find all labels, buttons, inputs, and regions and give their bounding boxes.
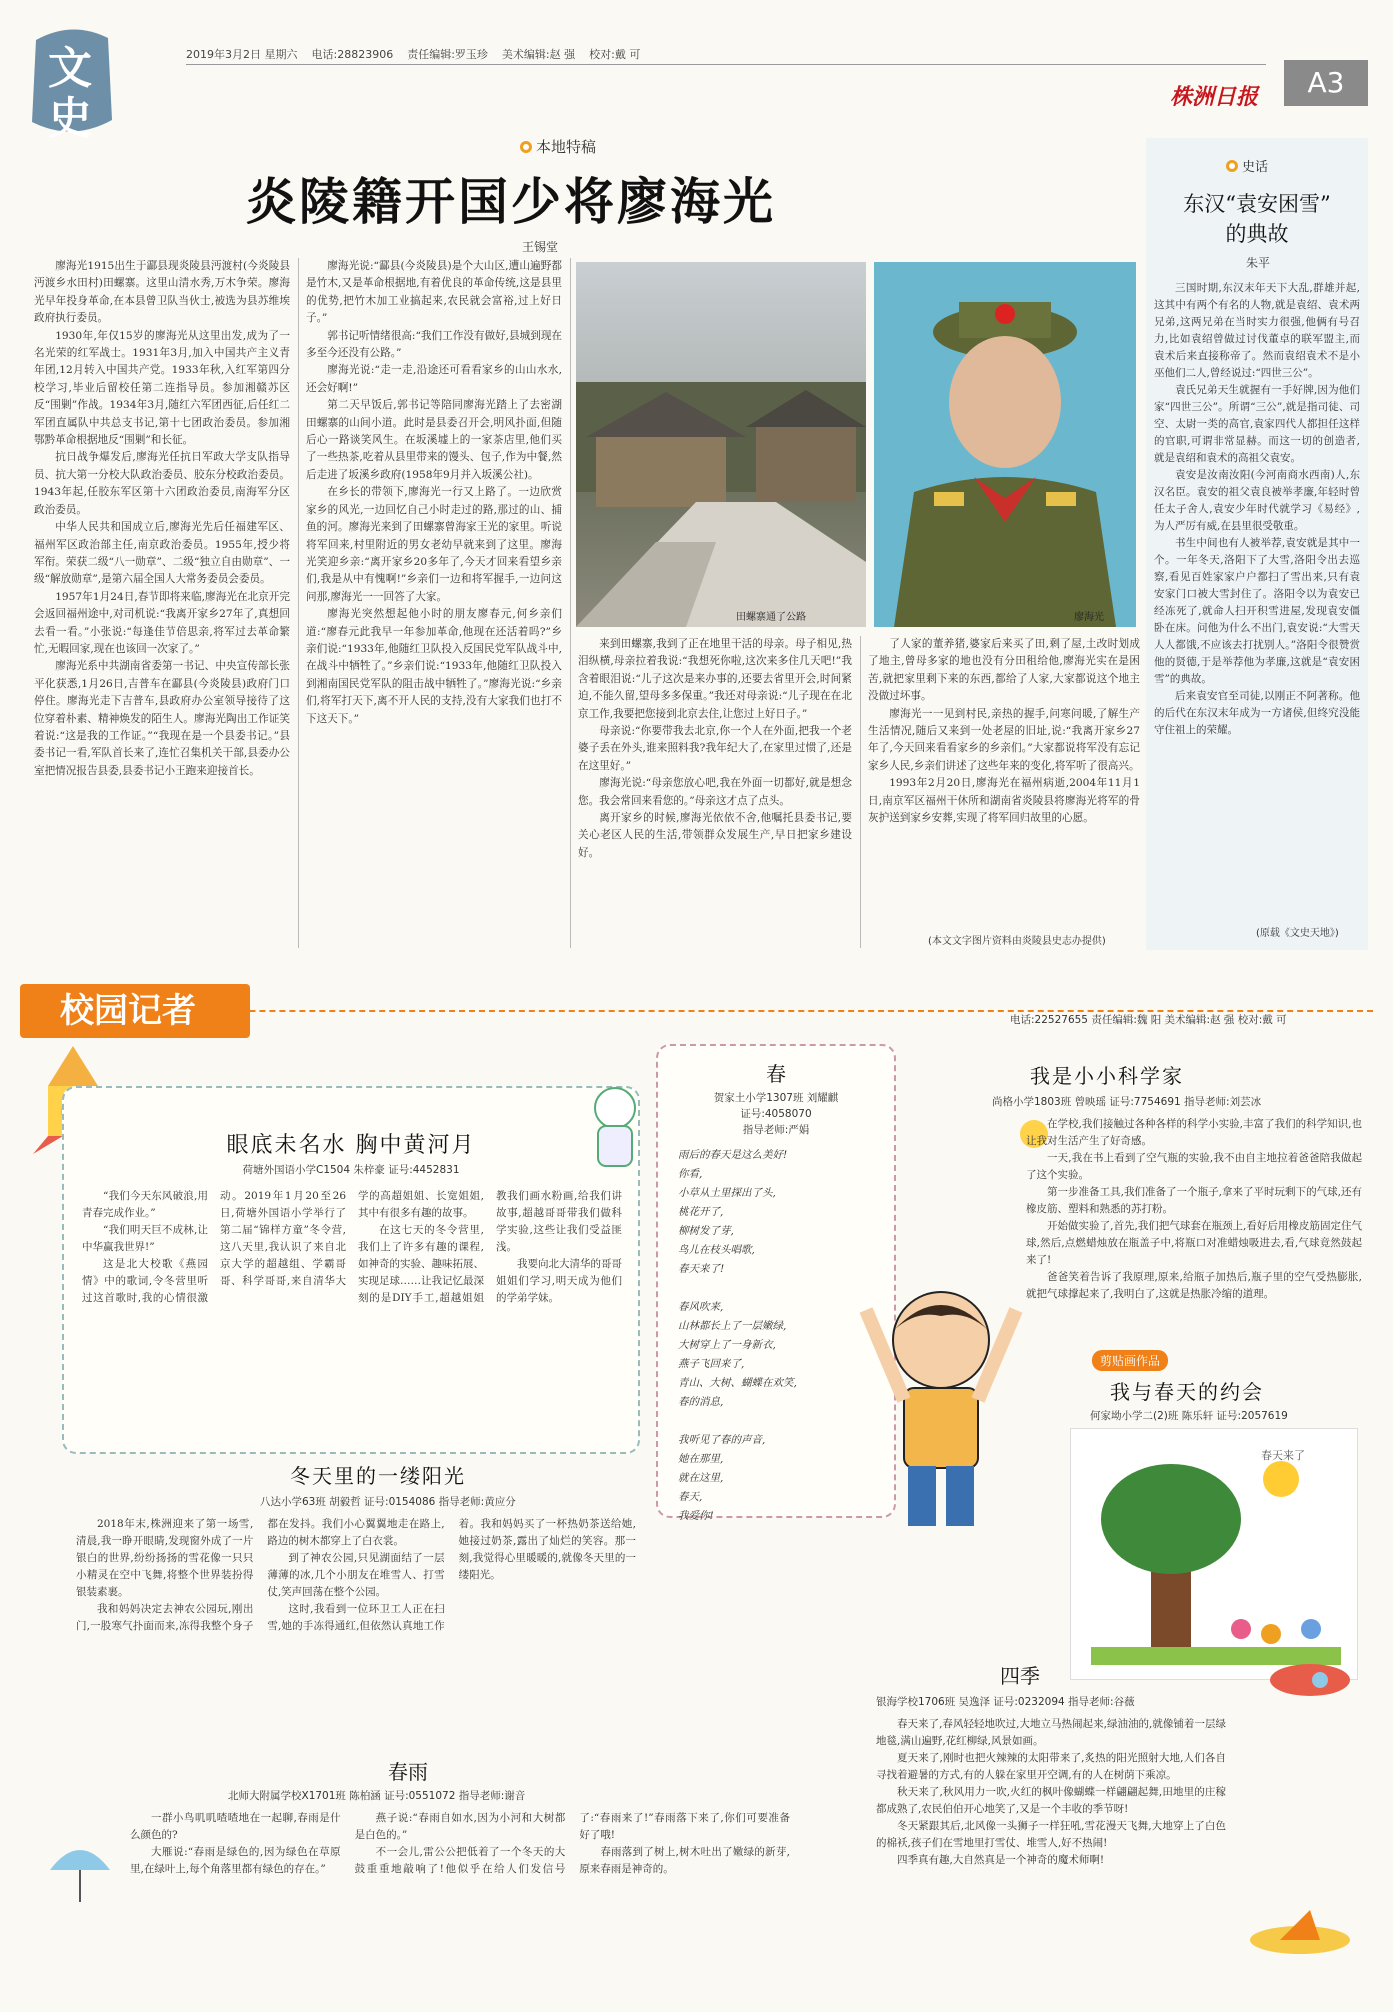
craft-caption: 春天来了 — [1261, 1449, 1305, 1462]
main-col4-paragraph: 廖海光一一见到村民,亲热的握手,问寒问暖,了解生产生活情况,随后又来到一处老屋的旧址,说:“我离开家乡27年了,今天回来看看家乡的乡亲们。”大家都说将军没有忘记家乡人民,乡亲们讲述了这些年来的变化,将军听了很高兴。 — [868, 707, 1140, 772]
sidebar-title-1: 东汉“袁安困雪” — [1183, 192, 1331, 216]
article1-body — [82, 1188, 622, 1438]
main-col3-paragraph: 母亲说:“你要带我去北京,你一个人在外面,把我一个老婆子丢在外头,谁来照料我?我年纪大了,在家里过惯了,还是在这里好。” — [578, 725, 852, 772]
main-col-3 — [578, 636, 852, 948]
poem-line: 她在那里, — [678, 1453, 724, 1465]
craft-byline: 何家坳小学二(2)班 陈乐轩 证号:2057619 — [1090, 1410, 1288, 1422]
article5-paragraph: 春天来了,春风轻轻地吹过,大地立马热闹起来,绿油油的,就像铺着一层绿地毯,满山遍野,花红柳绿,风景如画。 — [876, 1718, 1226, 1747]
photo-road-caption: 田螺寨通了公路 — [736, 612, 806, 623]
header-proof: 校对:戴 可 — [589, 48, 641, 61]
main-col2-paragraph: 廖海光说:“走一走,沿途还可看看家乡的山山水水,还会好啊!” — [306, 364, 562, 394]
article4-paragraph: 开始做实验了,首先,我们把气球套在瓶颈上,看好后用橡皮筋固定住气球,然后,点燃蜡烛放在瓶盖子中,将瓶口对准蜡烛吸进去,看,气球竟然鼓起来了! — [1026, 1220, 1362, 1266]
main-col3-paragraph: 廖海光说:“母亲您放心吧,我在外面一切都好,就是想念您。我会常回来看您的。”母亲这才点了点头。 — [578, 777, 852, 807]
article5-title: 四季 — [1000, 1664, 1040, 1688]
article5-paragraph: 冬天紧跟其后,北风像一头狮子一样狂吼,雪花漫天飞舞,大地穿上了白色的棉袄,孩子们在雪地里打雪仗、堆雪人,好不热闹! — [876, 1820, 1226, 1849]
sidebar-kicker-text: 史话 — [1242, 160, 1269, 175]
article2-byline: 八达小学63班 胡毅哲 证号:0154086 指导老师:黄应分 — [260, 1496, 516, 1508]
poem-line: 春天, — [678, 1491, 703, 1503]
kicker-dot-icon — [520, 141, 532, 153]
poem-line: 春的消息, — [678, 1396, 724, 1408]
photo-road-illustration — [576, 262, 866, 627]
poem-line: 山林都长上了一层嫩绿, — [678, 1320, 787, 1332]
article-card-1 — [62, 1086, 640, 1454]
article3-paragraph: 一群小鸟叽叽喳喳地在一起聊,春雨是什么颜色的? — [130, 1812, 341, 1841]
sidebar-source: (原载《文史天地》) — [1256, 928, 1339, 939]
article3-byline: 北师大附属学校X1701班 陈柏涵 证号:0551072 指导老师:谢音 — [228, 1790, 526, 1802]
article3-paragraph: 春雨落到了树上,树木吐出了嫩绿的新芽,原来春雨是神奇的。 — [579, 1846, 790, 1875]
poem-line: 桃花开了, — [678, 1206, 724, 1218]
article2-body — [76, 1516, 636, 1748]
sidebar-kicker-dot-icon — [1226, 160, 1238, 172]
header-editor: 责任编辑:罗玉珍 — [407, 48, 488, 61]
campus-meta: 电话:22527655 责任编辑:魏 阳 美术编辑:赵 强 校对:戴 可 — [1010, 1014, 1287, 1026]
umbrella-doodle-icon — [40, 1830, 120, 1910]
article1-paragraph: 我要向北大清华的哥哥姐姐们学习,明天成为他们的学弟学妹。 — [496, 1258, 622, 1304]
poem-line: 我听见了春的声音, — [678, 1434, 766, 1446]
article4-paragraph: 在学校,我们接触过各种各样的科学小实验,丰富了我们的科学知识,也让我对生活产生了好奇感。 — [1026, 1118, 1362, 1147]
main-col1-paragraph: 1957年1月24日,春节即将来临,廖海光在北京开完会返回福州途中,对司机说:“我离开家乡27年了,真想回去看一看。”小张说:“每逢佳节倍思亲,将军过去革命繁忙,无暇回家,现在也该回一次家了。” — [34, 590, 290, 655]
sidebar-title-2: 的典故 — [1225, 222, 1289, 246]
main-col2-paragraph: 第二天早饭后,郭书记等陪同廖海光踏上了去密湖田螺寨的山间小道。此时是县委召开会,明风扑面,但随后心一路谈笑风生。在坂溪墟上的一家茶店里,他们买了一些热茶,吃着从县里带来的馒头、包子,作为中餐,然后走进了坂溪乡政府(1958年9月并入坂溪公社)。 — [306, 399, 562, 481]
main-col3-paragraph: 离开家乡的时候,廖海光依依不舍,他嘱托县委书记,要关心老区人民的生活,带领群众发展生产,早日把家乡建设好。 — [578, 812, 852, 859]
main-col-2 — [306, 258, 562, 948]
article5-body — [876, 1716, 1226, 1980]
section-char-wen: 文 — [48, 43, 92, 94]
section-char-shi: 史 — [48, 93, 92, 144]
section-seal — [26, 20, 118, 144]
poem-line: 春风吹来, — [678, 1301, 724, 1313]
main-col2-paragraph: 廖海光说:“酃县(今炎陵县)是个大山区,遭山遍野都是竹木,又是革命根据地,有着优良的革命传统,这是县里的优势,把竹木加工业搞起来,农民就会富裕,过上好日子。” — [306, 260, 562, 325]
photo-portrait-illustration — [874, 262, 1136, 627]
main-col-1 — [34, 258, 290, 948]
poem-line: 鸟儿在枝头唱歌, — [678, 1244, 755, 1256]
main-col3-paragraph: 来到田螺寨,我到了正在地里干活的母亲。母子相见,热泪纵横,母亲拉着我说:“我想死你啦,这次来多住几天吧!”我含着眼泪说:“儿子这次是来办事的,还要去省里开会,时间紧迫,不能久留,望母多多保重。”我还对母亲说:“儿子现在在北京工作,我要把您接到北京去住,让您过上好日子。” — [578, 638, 852, 720]
photo-portrait-caption: 廖海光 — [1074, 612, 1104, 623]
main-col2-paragraph: 郭书记听情绪很高:“我们工作没有做好,县城到现在多至今还没有公路。” — [306, 329, 562, 360]
header-art-editor: 美术编辑:赵 强 — [501, 48, 576, 61]
article1-paragraph: “我们今天东风破浪,用青春完成作业。” — [82, 1190, 208, 1219]
main-col1-paragraph: 1930年,年仅15岁的廖海光从这里出发,成为了一名光荣的红军战士。1931年3月,加入中国共产主义青年团,12月转入中国共产党。1933年秋,入红军第四分校学习,毕业后留校任第二连指导员。参加湘赣苏区反“围剿”作战。1934年3月,随红六军团西征,后任红二军团直属队中共总支书记,第十七团政治委员。参加湘鄂黔革命根据地反“围剿”和长征。 — [34, 329, 290, 447]
article4-byline: 尚格小学1803班 曾映瑶 证号:7754691 指导老师:刘芸冰 — [992, 1096, 1262, 1108]
article4-title: 我是小小科学家 — [1030, 1064, 1184, 1088]
photo-road — [576, 262, 866, 627]
poem-line: 青山、大树、蝴蝶在欢笑, — [678, 1377, 797, 1389]
article3-title: 春雨 — [388, 1760, 428, 1784]
sidebar-paragraph: 袁安是汝南汝阳(今河南商水西南)人,东汉名臣。袁安的祖父袁良被举孝廉,年轻时曾任太子舍人,袁安少年时代就学习《易经》,为人严厉有威,在县里很受敬重。 — [1154, 469, 1360, 532]
article2-paragraph: 我和妈妈决定去神农公园玩,刚出门,一股寒气扑面而来,冻得我整个身子都在发抖。我们小心翼翼地走在路上,路边的树木都穿上了白衣裳。 — [76, 1518, 445, 1632]
header-date: 2019年3月2日 星期六 — [186, 48, 298, 61]
campus-banner — [20, 984, 250, 1038]
article5-paragraph: 四季真有趣,大自然真是一个神奇的魔术师啊! — [897, 1854, 1105, 1866]
sidebar-paragraph: 袁氏兄弟天生就握有一手好牌,因为他们家“四世三公”。所谓“三公”,就是指司徒、司空、太尉一类的高官,袁家四代人都担任这样的官职,可谓非常显赫。而这一切的创造者,就是袁绍和袁术的高祖父袁安。 — [1154, 384, 1360, 464]
brand-logo: 株洲日报 — [1170, 84, 1259, 110]
main-col-4 — [868, 636, 1140, 926]
article3-body — [130, 1810, 790, 1990]
craft-title: 我与春天的约会 — [1110, 1380, 1264, 1404]
article1-title: 眼底未名水 胸中黄河月 — [226, 1133, 476, 1158]
craft-tag-text: 剪贴画作品 — [1100, 1354, 1161, 1368]
poem-line: 你看, — [678, 1168, 703, 1180]
main-col2-paragraph: 在乡长的带领下,廖海光一行又上路了。一边欣赏家乡的风光,一边回忆自己小时走过的路,那过的山、捕鱼的河。廖海光来到了田螺寨曾海家王光的家里。听说将军回来,村里附近的男女老幼早就来到了这里。廖海光笑迎乡亲:“离开家乡20多年了,今天才回来看望乡亲们,我是从中有愧啊!”乡亲们一边和将军握手,一边问这问那,廖海光一一回答了大家。 — [306, 486, 562, 603]
header-rule — [186, 64, 1266, 65]
sidebar-kicker — [1226, 156, 1268, 175]
article3-paragraph: 燕子说:“春雨自如水,因为小河和大树都是白色的。” — [354, 1812, 566, 1841]
astronaut-doodle-icon — [580, 1080, 650, 1180]
article2-paragraph: 这时,我看到一位环卫工人正在扫雪,她的手冻得通红,但依然认真地工作着。我和妈妈买了一杯热奶茶送给她,她接过奶茶,露出了灿烂的笑容。那一刻,我觉得心里暖暖的,就像冬天里的一缕阳光。 — [267, 1518, 636, 1632]
sidebar-paragraph: 书生中间也有人被举荐,袁安就是其中一个。一年冬天,洛阳下了大雪,洛阳令出去巡察,看见百姓家家户户都扫了雪出来,只有袁安家门口被大雪封住了。洛阳令以为袁安已经冻死了,就命人扫开积雪进屋,发现袁安僵卧在床。问他为什么不出门,袁安说:“大雪天人人都饿,不应该去打扰别人。”洛阳令很赞赏他的贤德,于是举荐他为孝廉,这就是“袁安困雪”的典故。 — [1154, 537, 1360, 685]
photo-portrait — [874, 262, 1136, 627]
main-col1-paragraph: 抗日战争爆发后,廖海光任抗日军政大学支队指导员、抗大第一分校大队政治委员、胶东分校政治委员。1943年起,任胶东军区第十六团政治委员,南海军分区政治委员。 — [34, 451, 290, 516]
main-kicker-text: 本地特稿 — [536, 138, 597, 156]
article1-byline: 荷塘外国语小学C1504 朱梓豪 证号:4452831 — [242, 1164, 460, 1176]
main-col1-paragraph: 廖海光1915出生于酃县现炎陵县沔渡村(今炎陵县沔渡乡水田村)田螺寨。这里山清水秀,万木争荣。廖海光早年投身革命,在本县曾卫队当伙士,被选为县苏维埃政府执行委员。 — [34, 260, 290, 325]
poem-line: 就在这里, — [678, 1472, 724, 1484]
main-col2-paragraph: 廖海光突然想起他小时的朋友廖春元,何乡亲们道:“廖春元此我早一年参加革命,他现在还活着吗?”乡亲们说:“1933年,他随红卫队投入反国民党军队战斗中,在战斗中牺牲了。”乡亲们说:“1933年,他随红卫队投入到湘南国民党军队的阻击战中牺牲了。”廖海光说:“乡亲们,将军打天下,离不开人民的支持,没有大家我们也打不下这天下。” — [306, 608, 562, 725]
header-info — [186, 46, 640, 62]
poem-byline-1: 贺家土小学1307班 刘耀麒 — [713, 1092, 839, 1104]
sidebar-body — [1154, 280, 1360, 920]
poem-line: 柳树发了芽, — [678, 1225, 734, 1237]
main-col1-paragraph: 廖海光系中共湖南省委第一书记、中央宣传部长张平化获悉,1月26日,吉普车在酃县(今炎陵县)政府门口停住。廖海光走下吉普车,县政府办公室领导接待了这位穿着朴素、精神焕发的陌生人。廖海光陶出工作证笑着说:“这是我的工作证。”“我现在是一个县委书记。”县委书记一看,军队首长来了,连忙召集机关干部,县委办公室把情况报告县委,县委书记小王跑来迎接首长。 — [34, 660, 290, 777]
sidebar-paragraph: 三国时期,东汉末年天下大乱,群雄并起,这其中有两个有名的人物,就是袁绍、袁术两兄弟,这两兄弟在当时实力很强,他俩有号召力,比如袁绍曾做过讨伐董卓的联军盟主,而袁术后来直接称帝了。然而袁绍袁术不是小巫他们二人,曾经说过:“四世三公”。 — [1154, 282, 1360, 379]
main-col1-paragraph: 中华人民共和国成立后,廖海光先后任福建军区、福州军区政治部主任,南京政治委员。1955年,授少将军衔。荣获二级“八一勋章”、二级“独立自由勋章”、一级“解放勋章”,是第六届全国人大常务委员会委员。 — [34, 521, 290, 586]
main-title: 炎陵籍开国少将廖海光 — [246, 172, 776, 231]
article1-paragraph: “我们明天巨不成林,让中华赢我世界!” — [82, 1224, 208, 1253]
boy-doodle-icon — [846, 1270, 1036, 1540]
poem-line: 雨后的春天是这么美好! — [678, 1149, 788, 1161]
article1-paragraph: 在这七天的冬令营里,我们上了许多有趣的课程,如神奇的实验、趣味拓展、实现足球……让我记忆最深刻的是DIY手工,超越姐姐教我们画水粉画,给我们讲故事,超越哥哥带我们做科学实验,这些让我们受益匪浅。 — [358, 1190, 622, 1304]
article5-byline: 银海学校1706班 吴逸泽 证号:0232094 指导老师:谷薇 — [876, 1696, 1135, 1708]
poem-line: 大树穿上了一身新衣, — [678, 1339, 776, 1351]
main-col4-paragraph: 了人家的董养猪,婆家后来买了田,剩了屋,土改时划成了地主,曾母多家的地也没有分田租给他,廖海光实在是困苦,就把家里剩下来的东西,都给了人家,大家都说这个地主没做过坏事。 — [868, 638, 1140, 703]
article2-paragraph: 到了神农公园,只见湖面结了一层薄薄的冰,几个小朋友在堆雪人、打雪仗,笑声回荡在整个公园。 — [267, 1552, 445, 1598]
poem-line: 我爱你! — [678, 1510, 714, 1522]
page-number-text: A3 — [1307, 66, 1345, 99]
main-kicker — [520, 136, 596, 157]
poem-line: 春天来了! — [678, 1263, 725, 1275]
article4-paragraph: 一天,我在书上看到了空气瓶的实验,我不由自主地拉着爸爸陪我做起了这个实验。 — [1026, 1152, 1362, 1181]
article3-paragraph: 不一会儿,雷公公把低着了一个冬天的大鼓重重地敲响了!他似乎在给人们发信号了:“春雨来了!”春雨落下来了,你们可要准备好了哦! — [354, 1812, 790, 1875]
article4-paragraph: 第一步准备工具,我们准备了一个瓶子,拿来了平时玩剩下的气球,还有橡皮筋、塑料和熟悉的苏打粉。 — [1026, 1186, 1362, 1215]
page-number — [1284, 60, 1368, 106]
poem-line: 燕子飞回来了, — [678, 1358, 745, 1370]
rocket-doodle-icon — [1260, 1640, 1360, 1720]
main-author: 王锡堂 — [522, 240, 559, 254]
campus-banner-text: 校园记者 — [60, 991, 196, 1031]
article1-paragraph: 这是北大校歌《燕园情》中的歌词,令冬营里听过这首歌时,我的心情很激动。2019年1月20至26日,荷塘外国语小学举行了第二届“锦样方童”冬令营,这八天里,我认识了来自北京大学的超越组、学霸哥哥、科学哥哥,来自清华大学的高超姐姐、长宽姐姐,其中有很多有趣的故事。 — [82, 1190, 484, 1304]
sidebar-box — [1146, 138, 1368, 950]
article4-paragraph: 爸爸笑着告诉了我原理,原来,给瓶子加热后,瓶子里的空气受热膨胀,就把气球撑起来了,我明白了,这就是热胀冷缩的道理。 — [1026, 1271, 1362, 1300]
poem-byline-3: 指导老师:严娟 — [742, 1124, 810, 1136]
article5-paragraph: 秋天来了,秋风用力一吹,火红的枫叶像蝴蝶一样翩翩起舞,田地里的庄稼都成熟了,农民伯伯开心地笑了,又是一个丰收的季节呀! — [876, 1786, 1226, 1815]
sidebar-paragraph: 后来袁安官至司徒,以刚正不阿著称。他的后代在东汉末年成为一方诸侯,但终究没能守住祖上的荣耀。 — [1154, 690, 1360, 736]
sidebar-author: 朱平 — [1246, 256, 1271, 270]
article4-body — [1026, 1116, 1362, 1348]
poem-byline-2: 证号:4058070 — [740, 1108, 812, 1120]
header-phone: 电话:28823906 — [311, 48, 394, 61]
article2-title: 冬天里的一缕阳光 — [290, 1464, 466, 1488]
article3-paragraph: 大雁说:“春雨是绿色的,因为绿色在草原里,在绿叶上,每个角落里都有绿色的存在。” — [130, 1846, 341, 1875]
poem-line: 小草从土里探出了头, — [678, 1187, 776, 1199]
plane-doodle-icon — [1240, 1900, 1360, 1980]
article5-paragraph: 夏天来了,刚时也把火辣辣的太阳带来了,炙热的阳光照射大地,人们各自寻找着避暑的方式,有的人躲在家里开空调,有的人在树荫下乘凉。 — [876, 1752, 1226, 1781]
poem-title: 春 — [766, 1062, 786, 1086]
article2-paragraph: 2018年末,株洲迎来了第一场雪,清晨,我一睁开眼睛,发现窗外成了一片银白的世界,纷纷扬扬的雪花像一只只小精灵在空中飞舞,将整个世界装扮得银装素裹。 — [76, 1518, 254, 1598]
main-source-note: (本文文字图片资料由炎陵县史志办提供) — [928, 936, 1106, 947]
craft-tag — [1092, 1350, 1168, 1371]
main-col4-paragraph: 1993年2月20日,廖海光在福州病逝,2004年11月1日,南京军区福州干休所和湖南省炎陵县将廖海光将军的骨灰护送到家乡安葬,实现了将军回归故里的心愿。 — [868, 777, 1140, 825]
